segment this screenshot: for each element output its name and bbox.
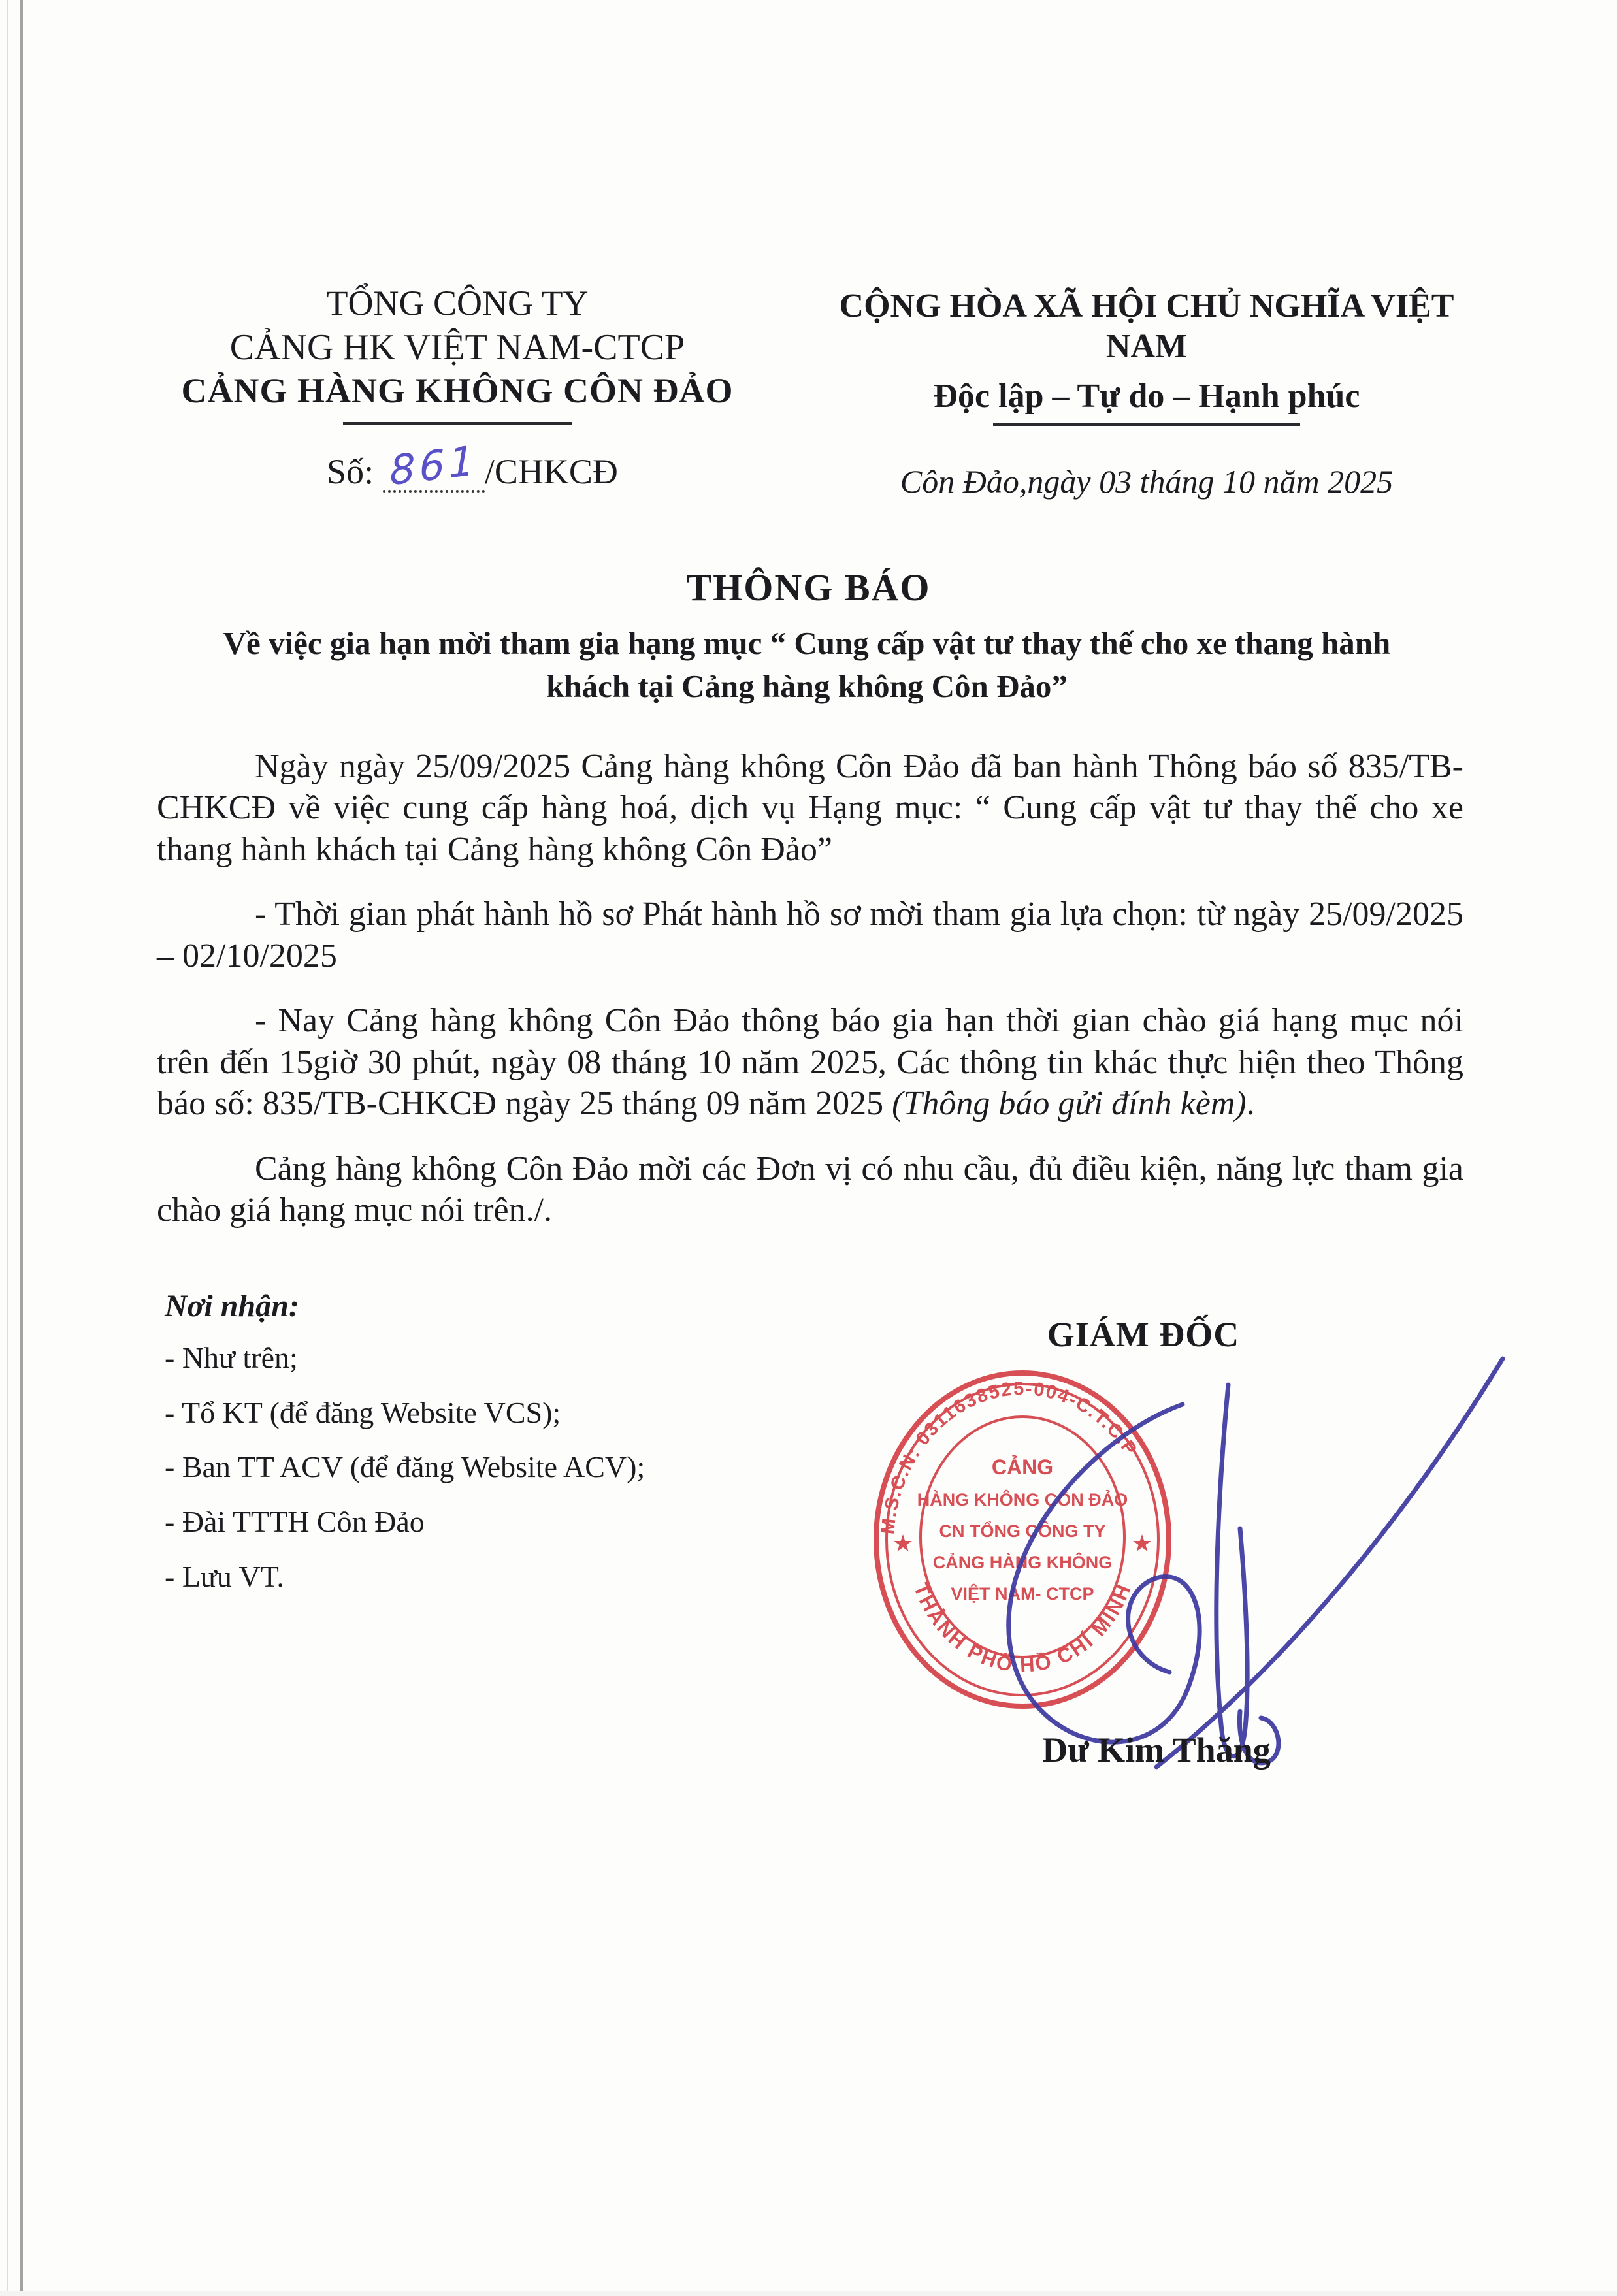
scan-artifact-bottom-edge — [0, 2291, 1617, 2296]
stamp-center-line: HÀNG KHÔNG CÔN ĐẢO — [917, 1490, 1128, 1510]
paragraph — [157, 1000, 1463, 1124]
place-and-date-line: Côn Đảo,ngày 03 tháng 10 năm 2025 — [900, 462, 1394, 500]
recipients-label: Nơi nhận: — [165, 1289, 299, 1323]
stamp-center-line: CẢNG HÀNG KHÔNG — [932, 1553, 1113, 1572]
stamp-star-right-icon: ★ — [1131, 1530, 1153, 1557]
recipient-item: - Lưu VT. — [165, 1559, 284, 1593]
stamp-center-line: CẢNG — [991, 1455, 1054, 1479]
recipient-item: - Tổ KT (để đăng Website VCS); — [165, 1395, 561, 1429]
signer-name: Dư Kim Thăng — [1042, 1730, 1271, 1770]
document-body — [157, 746, 1463, 1254]
issuing-unit-name: CẢNG HÀNG KHÔNG CÔN ĐẢO — [181, 371, 734, 411]
document-number-label: Số: — [327, 452, 383, 491]
document-subtitle: Về việc gia hạn mời tham gia hạng mục “ Cung cấp vật tư thay thế cho xe thang hành khách tại Cảng hàng không Côn Đảo” — [223, 625, 1391, 705]
paragraph: - Thời gian phát hành hồ sơ Phát hành hồ sơ mời tham gia lựa chọn: từ ngày 25/09/2025 – 02/10/2025 — [157, 896, 1463, 975]
scan-artifact-line — [7, 0, 8, 2296]
letterhead-left — [176, 282, 738, 425]
recipient-item: - Đài TTTH Côn Đảo — [165, 1505, 425, 1539]
national-title: CỘNG HÒA XÃ HỘI CHỦ NGHĨA VIỆT NAM — [839, 287, 1454, 366]
motto-underline — [993, 423, 1300, 426]
handwritten-document-number: 861 — [389, 436, 479, 495]
paragraph: Cảng hàng không Côn Đảo mời các Đơn vị có nhu cầu, đủ điều kiện, năng lực tham gia chào giá hạng mục nói trên./. — [157, 1150, 1463, 1229]
paragraph: Ngày ngày 25/09/2025 Cảng hàng không Côn Đảo đã ban hành Thông báo số 835/TB- CHKCĐ về việc cung cấp hàng hoá, dịch vụ Hạng mục: “ Cung cấp vật tư thay thế cho xe thang hành khách tại Cảng hàng không Côn Đảo” — [157, 748, 1463, 868]
stamp-ring-text-bottom: THÀNH PHỐ HỒ CHÍ MINH — [909, 1579, 1136, 1677]
paragraph-italic-note: (Thông báo gửi đính kèm) — [892, 1085, 1247, 1123]
signature-loop — [1009, 1404, 1200, 1742]
document-number-dotted-field — [383, 436, 485, 495]
stamp-ring-text-top: M.S.C.N: 0311638525-004-C.T.C.P — [877, 1378, 1141, 1536]
parent-company-name: TỔNG CÔNG TY — [326, 283, 589, 323]
paragraph-text: - Nay Cảng hàng không Côn Đảo thông báo gia hạn thời gian chào giá hạng mục nói trên đến 15giờ 30 phút, ngày 08 tháng 10 năm 2025, Các thông tin khác thực hiện theo Thông báo số: 835/TB-CHKCĐ ngày 25 tháng 09 năm 2025 — [157, 1002, 1463, 1123]
recipients-block — [165, 1288, 645, 1604]
letterhead-right — [820, 286, 1473, 500]
document-number-line — [327, 436, 618, 495]
national-motto: Độc lập – Tự do – Hạnh phúc — [933, 377, 1360, 415]
document-number-suffix: /CHKCĐ — [484, 452, 618, 491]
recipient-item: - Như trên; — [165, 1341, 298, 1374]
letterhead-underline — [343, 422, 572, 425]
scan-artifact-line — [20, 0, 23, 2296]
signer-position-title: GIÁM ĐỐC — [1047, 1315, 1240, 1354]
document-title: THÔNG BÁO — [686, 566, 931, 609]
stamp-center-line: CN TỔNG CÔNG TY — [939, 1521, 1106, 1541]
company-name: CẢNG HK VIỆT NAM-CTCP — [229, 327, 685, 368]
stamp-star-left-icon: ★ — [892, 1530, 914, 1557]
stamp-center-line: VIỆT NAM- CTCP — [951, 1584, 1094, 1604]
recipient-item: - Ban TT ACV (để đăng Website ACV); — [165, 1450, 645, 1484]
signature-flourish — [1156, 1359, 1503, 1767]
paragraph-tail: . — [1246, 1085, 1255, 1123]
